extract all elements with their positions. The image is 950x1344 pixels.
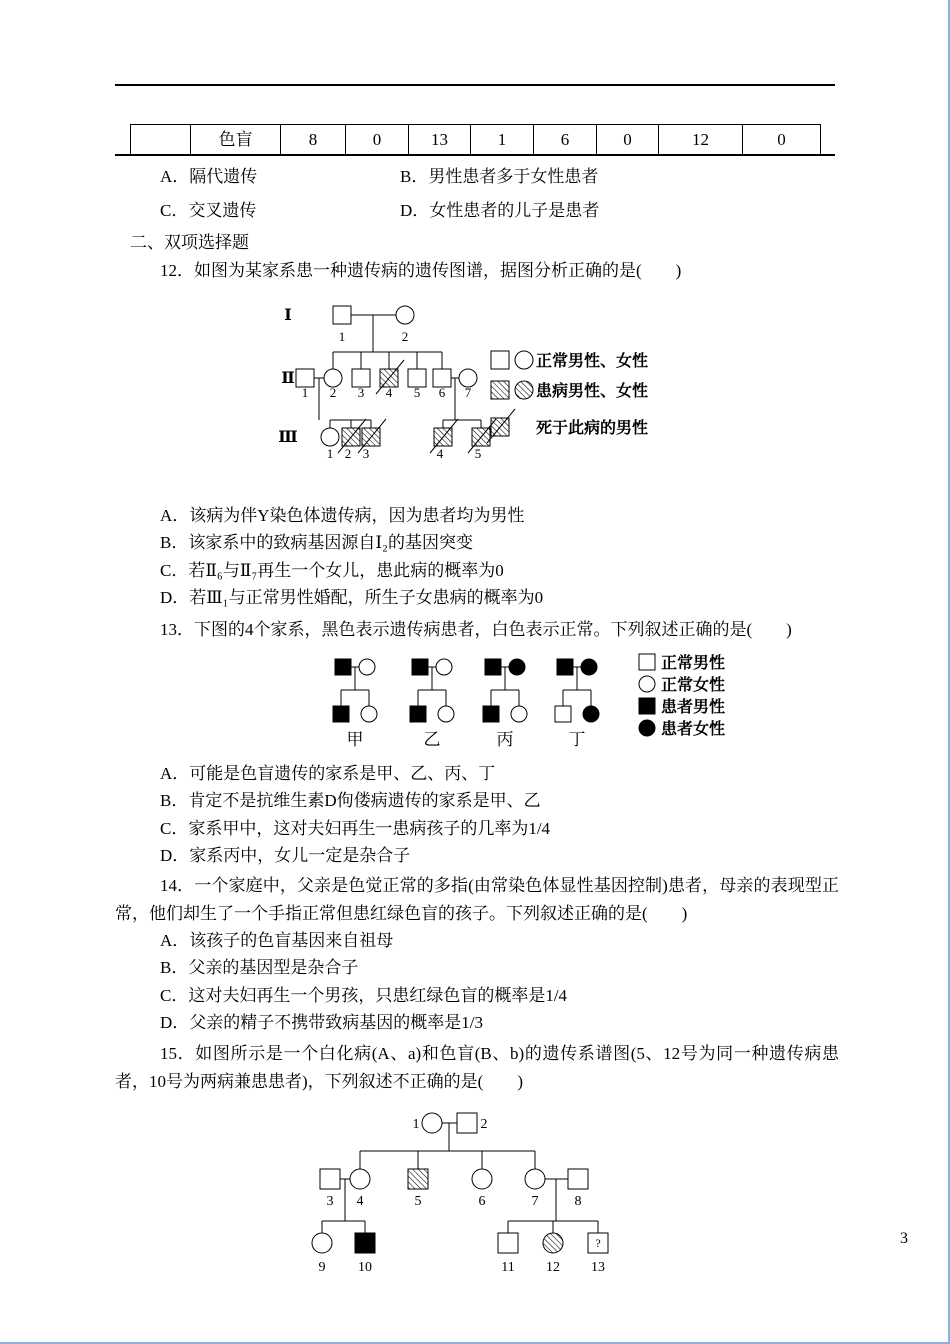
svg-text:3: 3 [362,446,370,461]
q11-option-c: C．交叉遗传 [160,201,257,220]
svg-text:患病男性、女性: 患病男性、女性 [536,383,649,400]
svg-text:1: 1 [326,446,334,461]
svg-text:13: 13 [591,1260,605,1275]
svg-text:9: 9 [318,1260,326,1275]
svg-text:Ⅰ: Ⅰ [284,307,292,324]
svg-text:Ⅱ: Ⅱ [281,370,295,387]
svg-text:6: 6 [438,385,446,400]
table-cell: 12 [659,125,743,155]
q13-pedigree-diagram [325,650,745,752]
table-cell: 0 [346,125,409,155]
svg-text:3: 3 [326,1194,334,1209]
q13-stem: 13．下图的4个家系，黑色表示遗传病患者，白色表示正常。下列叙述正确的是( ) [160,620,792,639]
svg-text:5: 5 [474,446,482,461]
svg-text:2: 2 [329,385,337,400]
table-cell-label: 色盲 [191,125,281,155]
q12-stem: 12．如图为某家系患一种遗传病的遗传图谱，据图分析正确的是( ) [160,261,682,280]
table-cell: 8 [281,125,346,155]
svg-text:患者女性: 患者女性 [661,721,726,738]
q14-option-d: D．父亲的精子不携带致病基因的概率是1/3 [160,1013,483,1032]
svg-text:5: 5 [413,385,421,400]
q12-option-d: D．若Ⅲ₁与正常男性婚配，所生子女患病的概率为0 [160,588,544,607]
section-heading: 二、双项选择题 [130,233,249,252]
table-cell: 1 [471,125,534,155]
q12-pedigree-diagram [278,292,670,487]
table-bottom-rule [115,154,835,156]
q15-stem: 15．如图所示是一个白化病(A、a)和色盲(B、b)的遗传系谱图(5、12号为同一种遗传病患者，10号为两病兼患患者)，下列叙述不正确的是( ) [115,1044,839,1091]
q13-option-a: A．可能是色盲遗传的家系是甲、乙、丙、丁 [160,764,496,783]
table-cell [131,125,191,155]
results-table-row [130,124,821,155]
q14-option-c: C．这对夫妇再生一个男孩，只患红绿色盲的概率是1/4 [160,986,568,1005]
table-cell: 13 [409,125,471,155]
svg-text:1: 1 [301,385,309,400]
q11-option-a: A．隔代遗传 [160,167,258,186]
table-cell: 0 [597,125,659,155]
svg-text:8: 8 [574,1194,582,1209]
svg-text:11: 11 [501,1260,515,1275]
q13-option-b: B．肯定不是抗维生素D佝偻病遗传的家系是甲、乙 [160,791,541,810]
table-cell: 6 [534,125,597,155]
svg-text:7: 7 [531,1194,539,1209]
svg-text:丁: 丁 [568,730,586,749]
q14-stem: 14．一个家庭中，父亲是色觉正常的多指(由常染色体显性基因控制)患者，母亲的表现型正常，他们却生了一个手指正常但患红绿色盲的孩子。下列叙述正确的是( ) [115,876,839,923]
header-rule [115,84,835,86]
svg-text:7: 7 [464,385,472,400]
q13-option-d: D．家系丙中，女儿一定是杂合子 [160,846,411,865]
q11-option-d: D．女性患者的儿子是患者 [400,201,600,220]
svg-text:10: 10 [358,1260,372,1275]
page-number: 3 [900,1230,908,1247]
svg-text:1: 1 [338,329,346,344]
svg-text:6: 6 [478,1194,486,1209]
q13-option-c: C．家系甲中，这对夫妇再生一患病孩子的几率为1/4 [160,819,551,838]
svg-text:?: ? [595,1236,601,1250]
svg-text:丙: 丙 [496,730,514,749]
table-cell: 0 [743,125,821,155]
q14-option-b: B．父亲的基因型是杂合子 [160,958,359,977]
svg-text:4: 4 [385,385,393,400]
svg-text:死于此病的男性: 死于此病的男性 [536,420,649,437]
svg-text:1: 1 [412,1117,420,1132]
svg-text:5: 5 [414,1194,422,1209]
svg-text:4: 4 [436,446,444,461]
svg-text:2: 2 [480,1117,488,1132]
svg-text:Ⅲ: Ⅲ [278,429,298,446]
svg-text:甲: 甲 [346,730,364,749]
svg-text:正常男性: 正常男性 [661,655,726,672]
svg-text:4: 4 [356,1194,364,1209]
svg-text:正常女性: 正常女性 [661,677,726,694]
q11-option-b: B．男性患者多于女性患者 [400,167,599,186]
q12-option-a: A．该病为伴Y染色体遗传病，因为患者均为男性 [160,506,525,525]
q12-option-c: C．若Ⅱ₆与Ⅱ₇再生一个女儿，患此病的概率为0 [160,561,504,580]
q15-pedigree-diagram [295,1103,640,1283]
svg-text:3: 3 [357,385,365,400]
svg-text:2: 2 [344,446,352,461]
svg-text:患者男性: 患者男性 [661,699,726,716]
svg-text:正常男性、女性: 正常男性、女性 [536,353,649,370]
svg-text:12: 12 [546,1260,560,1275]
svg-text:乙: 乙 [423,730,441,749]
q14-option-a: A．该孩子的色盲基因来自祖母 [160,931,394,950]
q12-option-b: B．该家系中的致病基因源自Ⅰ₂的基因突变 [160,533,473,552]
svg-text:2: 2 [401,329,409,344]
